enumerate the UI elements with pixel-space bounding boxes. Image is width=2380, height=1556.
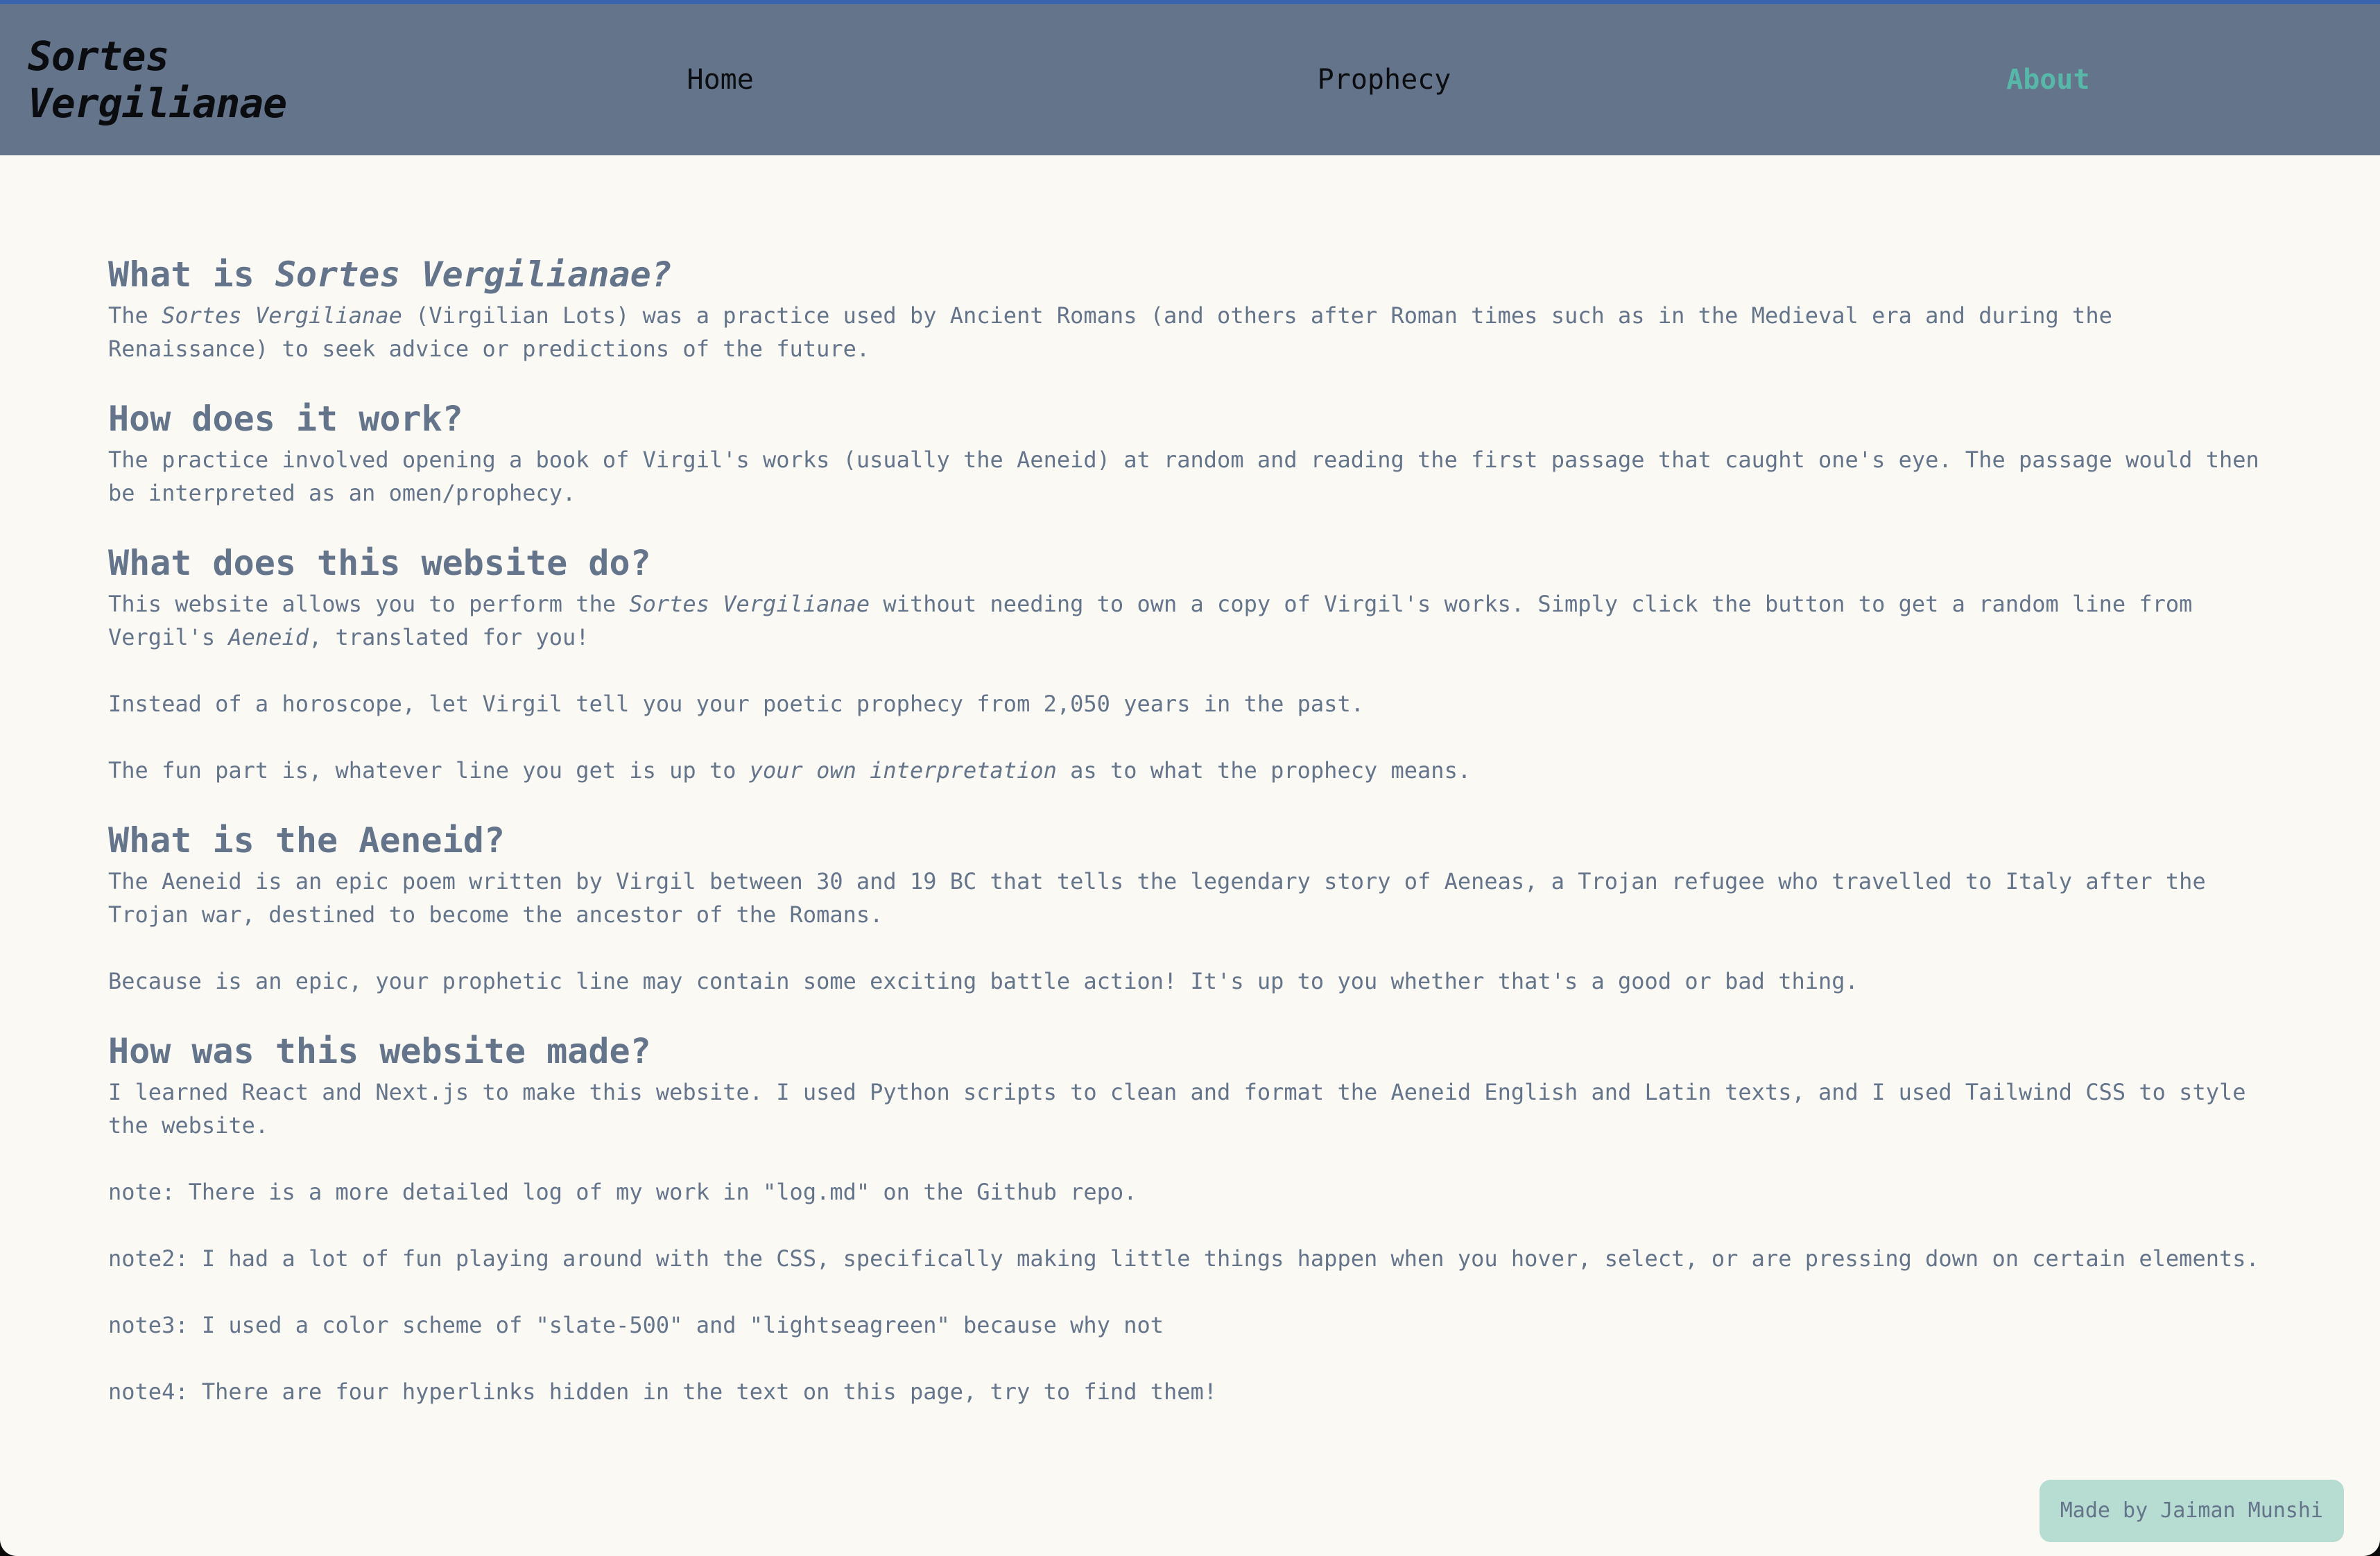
- paragraph-text: The: [108, 302, 162, 329]
- heading-text: What is the Aeneid?: [108, 820, 505, 861]
- paragraph-text: , translated for you!: [308, 624, 589, 650]
- paragraph-text: Sortes Vergilianae: [629, 591, 870, 617]
- heading-text: What is: [108, 254, 275, 295]
- paragraph-text: (Virgilian Lots) was a practice used by Ancient Romans (and others after Roman times such as in the Medieval era and during the Renaissance) to seek advice or predictions of the future.: [108, 302, 2112, 362]
- paragraph-text: note: There is a more detailed log of my work in "log.md" on the Github repo.: [108, 1179, 1137, 1205]
- content: [0, 155, 2263, 1442]
- nav-item-about[interactable]: About: [2006, 64, 2090, 96]
- paragraph: [108, 865, 2263, 931]
- section: [108, 254, 2263, 365]
- paragraph-text: note2: I had a lot of fun playing around with the CSS, specifically making little things happen when you hover, select, or are pressing down on certain elements.: [108, 1245, 2259, 1272]
- section: [108, 1031, 2263, 1408]
- section: [108, 820, 2263, 998]
- paragraph-text: Because is an epic, your prophetic line may contain some exciting battle action! It's up to you whether that's a good or bad thing.: [108, 968, 1859, 994]
- site-header: [0, 4, 2380, 155]
- paragraph-text: The Aeneid is an epic poem written by Virgil between 30 and 19 BC that tells the legendary story of Aeneas, a Trojan refugee who travelled to Italy after the Trojan war, destined to become the ancestor of the Romans.: [108, 868, 2206, 928]
- paragraph: [108, 299, 2263, 365]
- paragraph: [108, 1075, 2263, 1142]
- heading-text: What does this website do?: [108, 543, 651, 583]
- paragraph: [108, 1308, 2263, 1342]
- paragraph-text: The practice involved opening a book of Virgil's works (usually the Aeneid) at random and reading the first passage that caught one's eye. The passage would then be interpreted as an omen/prophecy.: [108, 447, 2259, 506]
- heading-text: Sortes Vergilianae?: [275, 254, 672, 295]
- brand-logo[interactable]: Sortes Vergilianae: [28, 32, 287, 127]
- brand-wrap: [0, 33, 388, 128]
- paragraph: [108, 687, 2263, 720]
- section-heading: [108, 399, 2263, 439]
- nav-item-prophecy[interactable]: Prophecy: [1317, 64, 1451, 96]
- paragraph-text: without needing to own a copy of Virgil's works. Simply click the button to get a random line from Vergil's: [108, 591, 2193, 650]
- paragraph-text: note3: I used a color scheme of "slate-500" and "lightseagreen" because why not: [108, 1312, 1164, 1338]
- paragraph: [108, 443, 2263, 510]
- section-heading: [108, 1031, 2263, 1071]
- paragraph-text: The fun part is, whatever line you get is up to: [108, 757, 750, 784]
- section-heading: [108, 543, 2263, 583]
- section: [108, 399, 2263, 510]
- nav: [388, 4, 2380, 155]
- paragraph-text: I learned React and Next.js to make this website. I used Python scripts to clean and format the Aeneid English and Latin texts, and I used Tailwind CSS to style the website.: [108, 1079, 2246, 1139]
- heading-text: How was this website made?: [108, 1031, 651, 1071]
- section-heading: [108, 254, 2263, 295]
- paragraph-text: This website allows you to perform the: [108, 591, 630, 617]
- paragraph: [108, 1175, 2263, 1209]
- section-heading: [108, 820, 2263, 861]
- paragraph-text: your own interpretation: [749, 757, 1057, 784]
- made-by-badge: Made by Jaiman Munshi: [2040, 1480, 2344, 1542]
- paragraph-text: as to what the prophecy means.: [1056, 757, 1472, 784]
- heading-text: How does it work?: [108, 399, 463, 439]
- paragraph: [108, 965, 2263, 998]
- paragraph: [108, 754, 2263, 787]
- paragraph-text: Instead of a horoscope, let Virgil tell you your poetic prophecy from 2,050 years in the past.: [108, 691, 1364, 717]
- paragraph: [108, 1242, 2263, 1275]
- paragraph: [108, 587, 2263, 654]
- nav-item-home[interactable]: Home: [687, 64, 754, 96]
- paragraph: [108, 1375, 2263, 1408]
- paragraph-text: Aeneid: [228, 624, 309, 650]
- paragraph-text: note4: There are four hyperlinks hidden in the text on this page, try to find them!: [108, 1378, 1218, 1405]
- paragraph-text: Sortes Vergilianae: [162, 302, 402, 329]
- section: [108, 543, 2263, 787]
